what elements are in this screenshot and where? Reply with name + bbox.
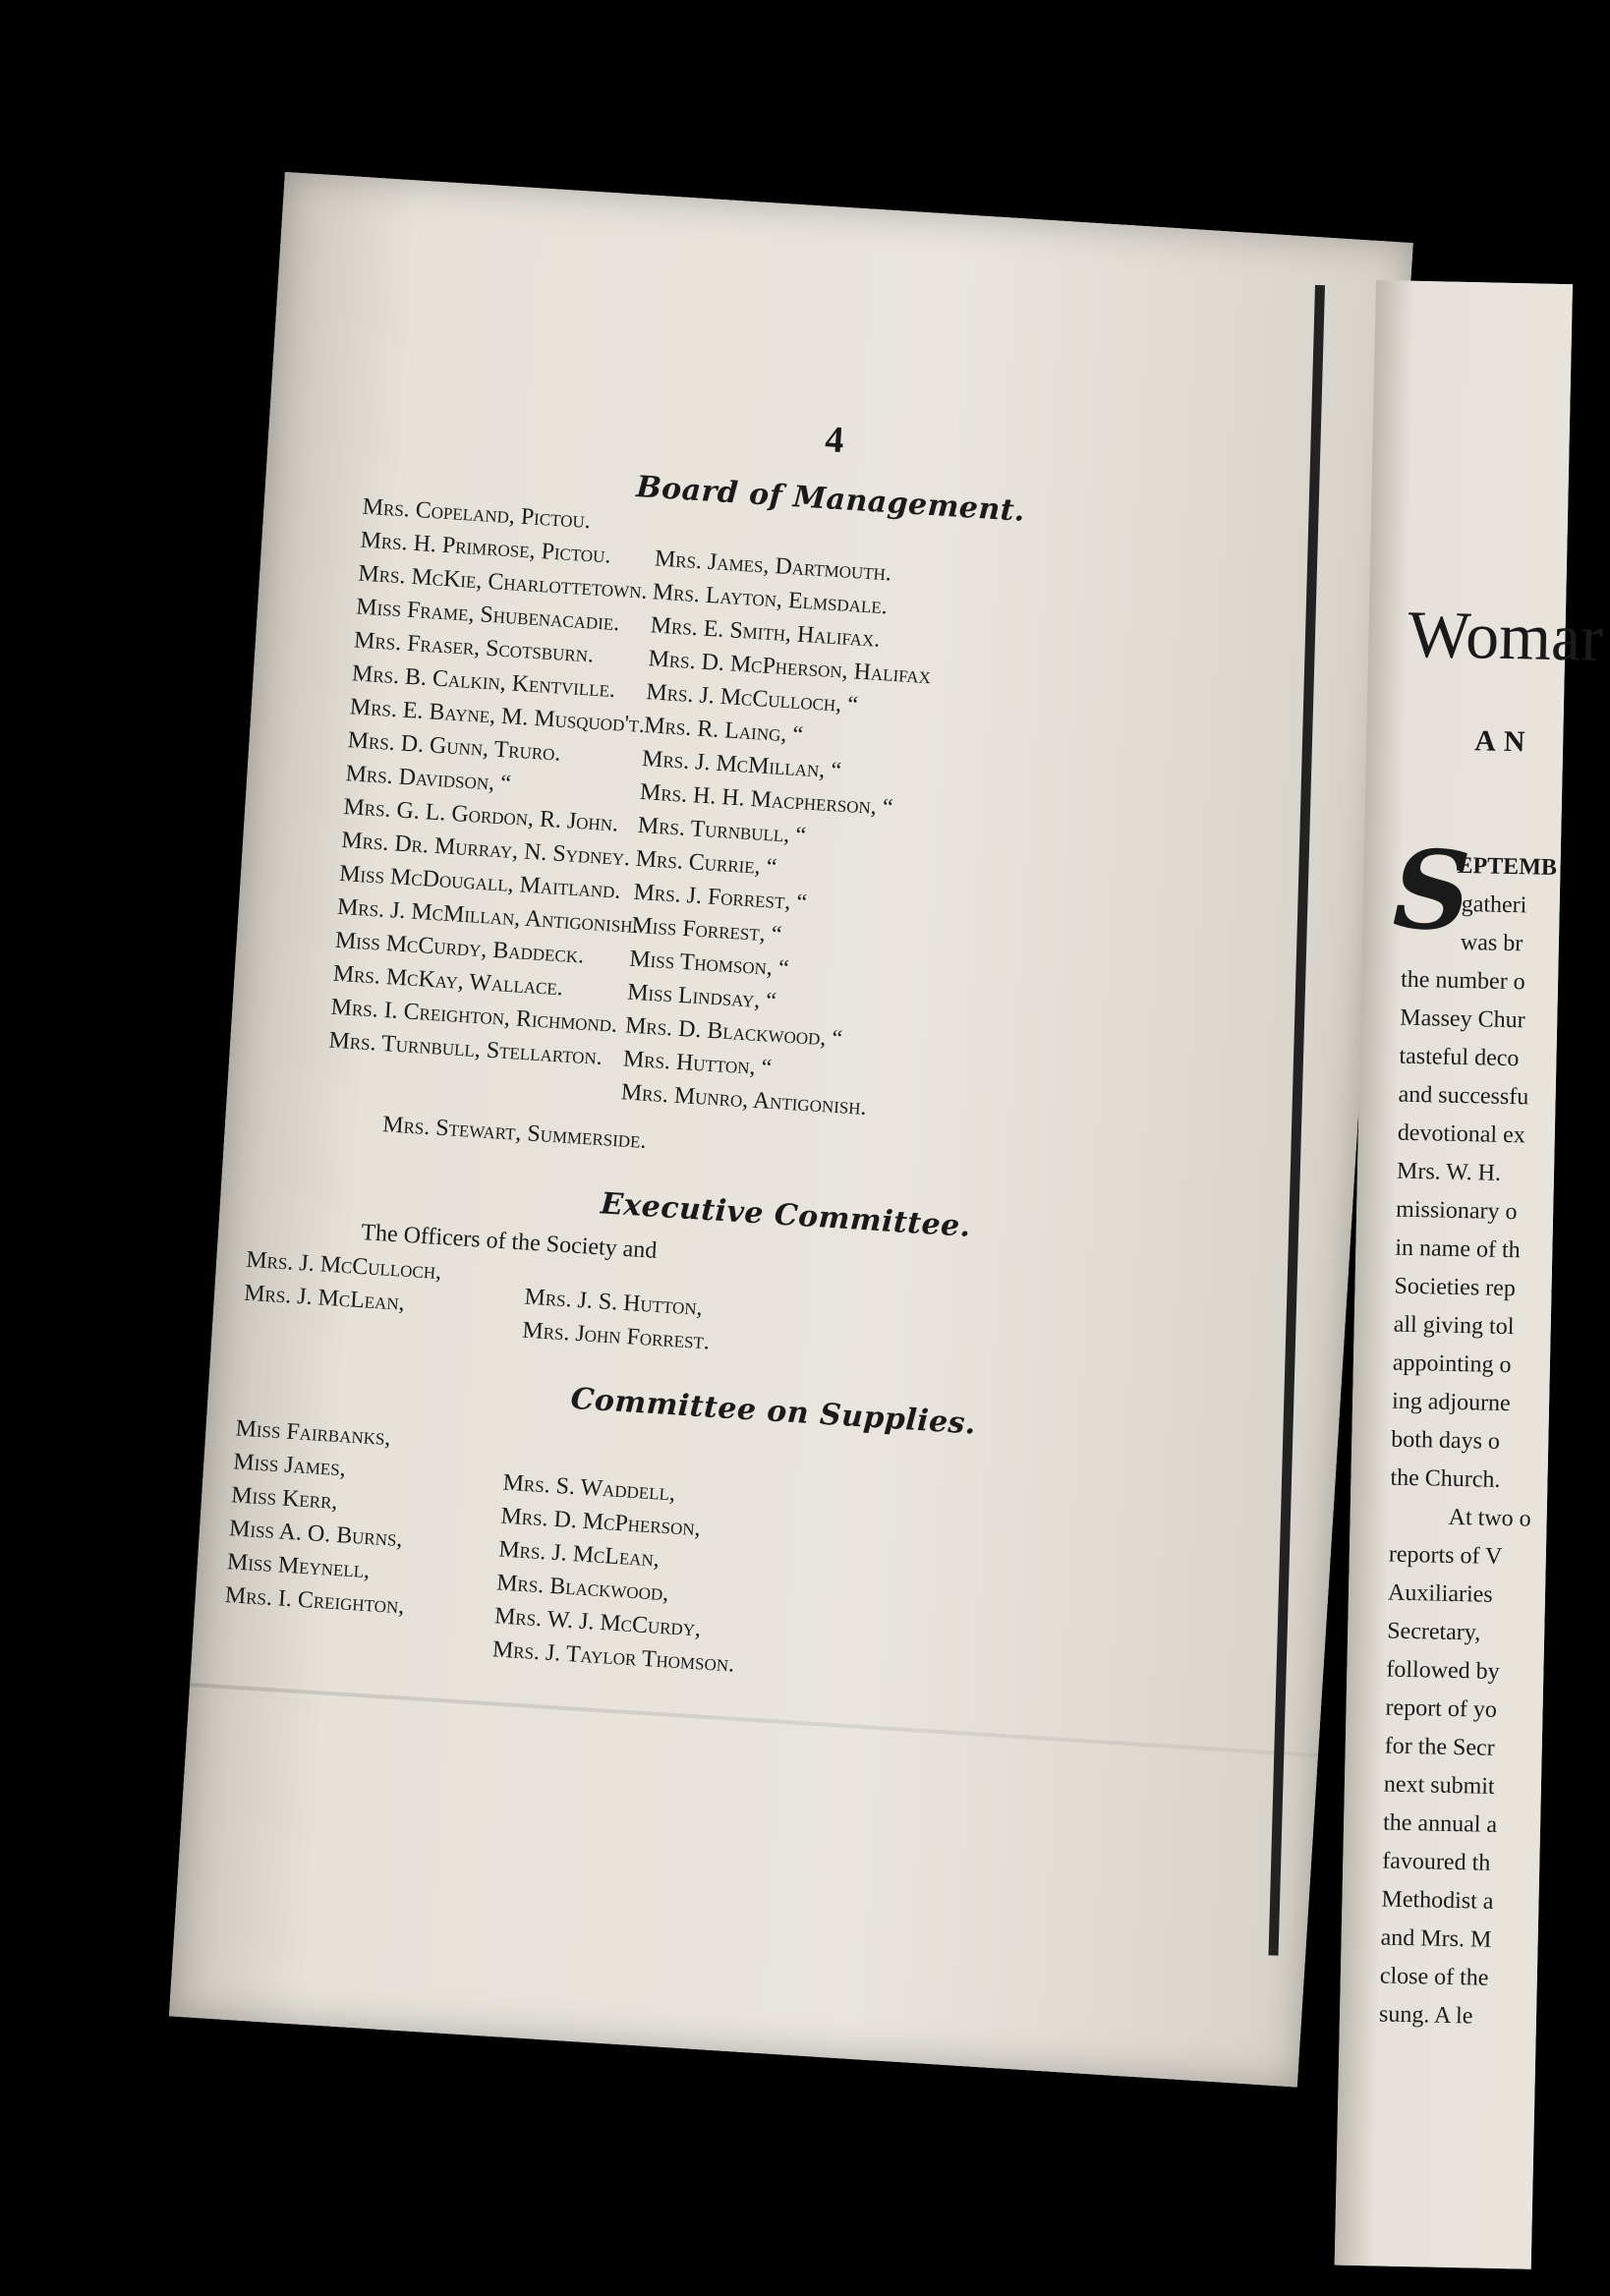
board-member: Mrs. J. McMillan, “ bbox=[641, 746, 842, 784]
board-member: Mrs. D. Blackwood, “ bbox=[624, 1012, 843, 1053]
right-page-line: Secretary, bbox=[1386, 1618, 1481, 1646]
right-page-text bbox=[1379, 846, 1558, 2038]
board-member: Miss Thomson, “ bbox=[628, 946, 790, 982]
right-page-line: in name of th bbox=[1395, 1234, 1521, 1264]
board-member: Mrs. Turnbull, “ bbox=[637, 812, 807, 849]
right-page-title: Womar bbox=[1407, 596, 1604, 675]
right-page-line: next submit bbox=[1383, 1771, 1495, 1800]
board-member: Mrs. McKay, Wallace. bbox=[332, 960, 564, 1002]
supplies-member: Mrs. W. J. McCurdy, bbox=[493, 1603, 702, 1642]
right-page-line: Societies rep bbox=[1394, 1273, 1517, 1302]
right-page-line: the annual a bbox=[1382, 1809, 1498, 1838]
supplies-member: Mrs. Blackwood, bbox=[495, 1570, 670, 1607]
right-page-line: all giving tol bbox=[1393, 1311, 1515, 1341]
board-right-column bbox=[620, 508, 941, 1126]
supplies-member: Mrs. J. McLean, bbox=[497, 1536, 661, 1573]
right-page-subtitle: AN bbox=[1473, 724, 1533, 759]
executive-member: Mrs. J. S. Hutton, bbox=[523, 1284, 704, 1321]
supplies-member: Miss James, bbox=[232, 1449, 347, 1482]
board-member: Mrs. H. Primrose, Pictou. bbox=[359, 527, 612, 569]
right-page-line: for the Secr bbox=[1384, 1733, 1495, 1761]
board-heading: Board of Management. bbox=[635, 470, 1027, 529]
supplies-member: Mrs. S. Waddell, bbox=[501, 1469, 676, 1507]
board-member: Mrs. Turnbull, Stellarton. bbox=[327, 1027, 604, 1071]
board-member: Mrs. D. McPherson, Halifax bbox=[647, 646, 932, 690]
board-member: Mrs. McKie, Charlottetown. bbox=[357, 560, 649, 604]
right-page-line: close of the bbox=[1379, 1963, 1489, 1991]
board-member: Mrs. H. H. Macpherson, “ bbox=[639, 778, 894, 822]
right-page bbox=[1335, 280, 1604, 2269]
right-page-line: tasteful deco bbox=[1399, 1043, 1520, 1072]
right-page-line: Methodist a bbox=[1381, 1886, 1494, 1915]
board-left-column bbox=[328, 490, 665, 1076]
board-member: Mrs. R. Laing, “ bbox=[643, 713, 804, 749]
board-member: Mrs. J. McCulloch, “ bbox=[645, 679, 859, 718]
board-member: Mrs. Dr. Murray, N. Sydney. bbox=[340, 827, 631, 872]
supplies-member: Mrs. I. Creighton, bbox=[224, 1582, 406, 1620]
right-page-line: followed by bbox=[1386, 1656, 1500, 1685]
board-member: Mrs. Hutton, “ bbox=[622, 1046, 773, 1081]
right-page-line: and Mrs. M bbox=[1380, 1924, 1492, 1953]
board-member: Mrs. Davidson, “ bbox=[344, 761, 512, 797]
board-final-line: Mrs. Stewart, Summerside. bbox=[381, 1112, 648, 1154]
right-page-line: appointing o bbox=[1392, 1349, 1512, 1379]
right-page-line: Massey Chur bbox=[1400, 1004, 1525, 1034]
board-member: Mrs. B. Calkin, Kentville. bbox=[351, 660, 616, 704]
board-member: Miss Frame, Shubenacadie. bbox=[355, 594, 621, 637]
right-page-line: gatheri bbox=[1461, 890, 1527, 919]
supplies-left-column bbox=[224, 1411, 416, 1623]
right-page-line: Auxiliaries bbox=[1387, 1579, 1493, 1608]
right-page-line: ing adjourne bbox=[1391, 1388, 1512, 1417]
left-page bbox=[169, 172, 1413, 2087]
right-page-line: At two o bbox=[1448, 1504, 1531, 1532]
right-page-line: devotional ex bbox=[1397, 1119, 1526, 1149]
board-member: Mrs. E. Bayne, M. Musquod't. bbox=[349, 694, 646, 739]
board-member: Mrs. E. Smith, Halifax. bbox=[649, 612, 882, 653]
board-member: Mrs. Fraser, Scotsburn. bbox=[353, 627, 595, 668]
page-number: 4 bbox=[824, 419, 845, 462]
supplies-member: Miss A. O. Burns, bbox=[228, 1516, 404, 1553]
board-member: Miss McCurdy, Baddeck. bbox=[334, 927, 585, 969]
drop-cap: S bbox=[1391, 826, 1472, 955]
right-page-line: sung. A le bbox=[1378, 2001, 1473, 2030]
executive-member: Mrs. J. McCulloch, bbox=[245, 1246, 442, 1286]
right-page-line: the Church. bbox=[1390, 1464, 1501, 1493]
executive-right-column bbox=[521, 1281, 713, 1359]
right-page-line: reports of V bbox=[1388, 1541, 1503, 1570]
executive-left-column bbox=[243, 1243, 442, 1322]
board-member: Mrs. D. Gunn, Truro. bbox=[347, 727, 562, 767]
right-page-line: both days o bbox=[1391, 1426, 1501, 1455]
torn-edge bbox=[190, 1683, 1318, 1757]
supplies-member: Mrs. J. Taylor Thomson. bbox=[491, 1636, 735, 1678]
board-member: Mrs. James, Dartmouth. bbox=[654, 545, 892, 587]
board-member: Mrs. Munro, Antigonish. bbox=[620, 1079, 868, 1120]
executive-heading: Executive Committee. bbox=[599, 1186, 972, 1244]
board-member: Mrs. G. L. Gordon, R. John. bbox=[342, 794, 619, 837]
board-member: Mrs. J. Forrest, “ bbox=[632, 879, 808, 916]
right-page-line: Mrs. W. H. bbox=[1396, 1158, 1502, 1186]
right-page-first-line: EPTEMB bbox=[1457, 852, 1558, 881]
right-page-line: the number o bbox=[1400, 966, 1525, 996]
supplies-right-column bbox=[491, 1466, 746, 1682]
executive-member: Mrs. J. McLean, bbox=[243, 1280, 406, 1316]
board-member: Mrs. I. Creighton, Richmond. bbox=[329, 994, 618, 1038]
right-page-line: favoured th bbox=[1382, 1848, 1491, 1876]
board-member: Mrs. Currie, “ bbox=[635, 845, 778, 881]
executive-member: Mrs. John Forrest. bbox=[521, 1317, 711, 1355]
executive-intro: The Officers of the Society and bbox=[360, 1220, 659, 1264]
board-member: Mrs. Copeland, Pictou. bbox=[361, 493, 592, 535]
right-page-line: was br bbox=[1460, 929, 1524, 957]
right-page-line: missionary o bbox=[1395, 1196, 1518, 1226]
supplies-heading: Committee on Supplies. bbox=[569, 1381, 977, 1442]
board-member: Miss Forrest, “ bbox=[630, 912, 783, 948]
board-member: Mrs. J. McMillan, Antigonish. bbox=[336, 893, 640, 940]
supplies-member: Miss Kerr, bbox=[230, 1482, 339, 1516]
board-member: Miss McDougall, Maitland. bbox=[338, 860, 622, 904]
board-member: Mrs. Layton, Elmsdale. bbox=[652, 579, 889, 620]
supplies-member: Mrs. D. McPherson, bbox=[499, 1503, 702, 1542]
supplies-member: Miss Fairbanks, bbox=[234, 1415, 392, 1452]
board-member: Miss Lindsay, “ bbox=[626, 979, 777, 1015]
right-page-line: and successfu bbox=[1398, 1081, 1529, 1111]
right-page-line: report of yo bbox=[1385, 1694, 1498, 1723]
supplies-member: Miss Meynell, bbox=[226, 1549, 371, 1584]
